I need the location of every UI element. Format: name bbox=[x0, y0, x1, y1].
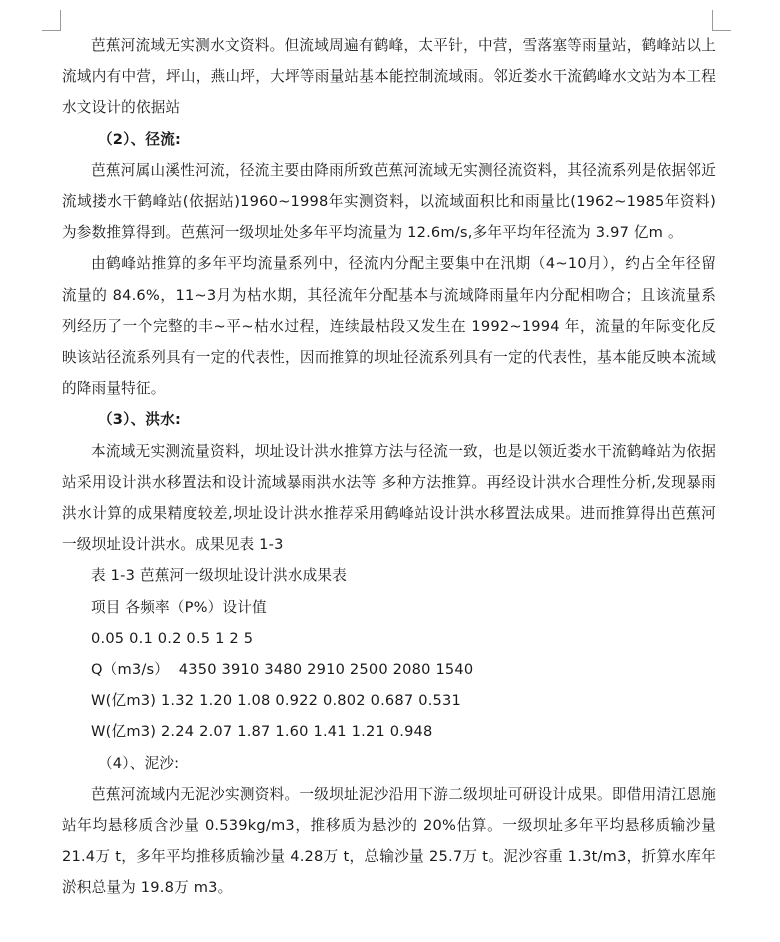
table-row: 项目 各频率（P%）设计值 bbox=[91, 598, 267, 616]
table-row: 0.05 0.1 0.2 0.5 1 2 5 bbox=[91, 629, 254, 647]
table-row: W(亿m3) 1.32 1.20 1.08 0.922 0.802 0.687 0.531 bbox=[91, 692, 461, 710]
paragraph-runoff: 芭蕉河属山溪性河流，径流主要由降雨所致芭蕉河流域无实测径流资料，其径流系列是依据邻近流域搂水干鹤峰站(依据站)1960~1998年实测资料，以流域面积比和雨量比(1962~1985年资料)为参数推算得到。芭蕉河一级坝址处多年平均流量为 12.6m/s,多年平均年径流为 3.97 亿m 。 bbox=[62, 161, 716, 242]
paragraph-flood: 本流域无实测流量资料，坝址设计洪水推算方法与径流一致，也是以领近娄水干流鹤峰站为依据站采用设计洪水移置法和设计流域暴雨洪水法等 多种方法推算。再经设计洪水合理性分析,发现暴雨洪水计算的成果精度较差,坝址设计洪水推荐采用鹤峰站设计洪水移置法成果。进而推算得出芭蕉河一级坝址设计洪水。成果见表 1-3 bbox=[62, 442, 716, 554]
heading-sediment: （4）、泥沙: bbox=[98, 754, 180, 772]
paragraph-hydrology: 芭蕉河流域无实测水文资料。但流域周遍有鹤峰，太平针，中营，雪落塞等雨量站，鹤峰站以上流域内有中营，坪山，燕山坪，大坪等雨量站基本能控制流域雨。邻近娄水干流鹤峰水文站为本工程水文设计的依据站 bbox=[62, 37, 716, 117]
paragraph-sediment: 芭蕉河流域内无泥沙实测资料。一级坝址泥沙沿用下游二级坝址可研设计成果。即借用清江恩施站年均悬移质含沙量 0.539kg/m3，推移质为悬沙的 20%估算。一级坝址多年平均悬移质输沙量 21.4万 t，多年平均推移质输沙量 4.28万 t，总输沙量 25.7万 t。泥沙容重 1.3t/m3，折算水库年淤积总量为 19.8万 m3。 bbox=[62, 785, 716, 897]
paragraph-runoff-distribution: 由鹤峰站推算的多年平均流量系列中，径流内分配主要集中在汛期（4~10月），约占全年径留流量的 84.6%，11~3月为枯水期，其径流年分配基本与流域降雨量年内分配相吻合；且该流量系列经历了一个完整的丰~平~枯水过程，连续最枯段又发生在 1992~1994 年，流量的年际变化反映该站径流系列具有一定的代表性，因而推算的坝址径流系列具有一定的代表性，基本能反映本流域的降雨量特征。 bbox=[62, 255, 716, 398]
heading-flood: （3）、洪水: bbox=[98, 411, 182, 429]
document-body bbox=[62, 30, 716, 904]
margin-corner-mark bbox=[42, 30, 61, 31]
margin-corner-mark bbox=[712, 10, 713, 30]
table-row: Q（m3/s） 4350 3910 3480 2910 2500 2080 1540 bbox=[91, 661, 474, 679]
table-row: W(亿m3) 2.24 2.07 1.87 1.60 1.41 1.21 0.948 bbox=[91, 723, 433, 741]
heading-runoff: （2）、径流: bbox=[98, 130, 182, 148]
table-title: 表 1-3 芭蕉河一级坝址设计洪水成果表 bbox=[91, 567, 348, 585]
margin-corner-mark bbox=[60, 10, 61, 30]
